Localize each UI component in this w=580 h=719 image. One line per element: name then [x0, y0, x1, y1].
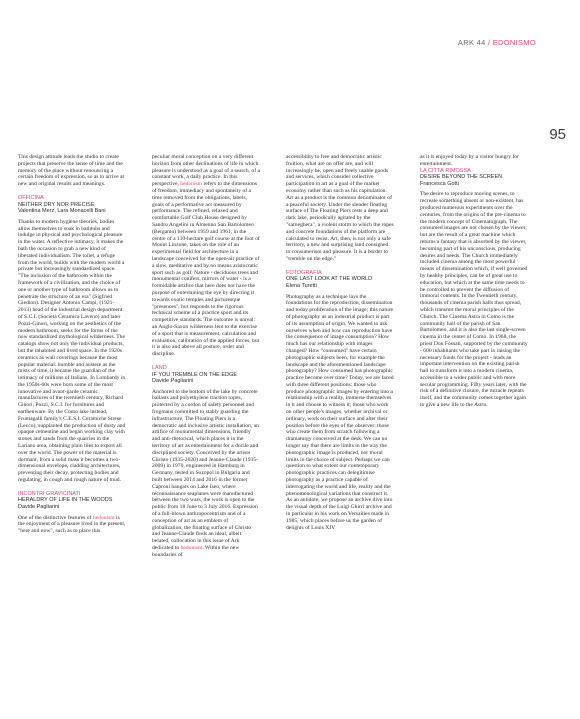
text-column-3 — [286, 154, 394, 531]
article-body: as it is enjoyed today by a visitor hungry for entertainment. — [420, 154, 519, 167]
header-separator: / — [487, 38, 491, 47]
section-tag-fotografia: FOTOGRAFIA — [286, 269, 322, 276]
article-body: accessibility to free and democratic artistic fruition, what are on offer are, and will increasingly be, open and freely usable goods and services, which consider collective participation in art as a goal of the market economy rather than such as his capitulation. Art as a product is the common denominator of a peaceful society. Under the slender floating surface of The Floating Piers rests a deep and dark lake, periodically agitated by the "sarneghera", a violent storm to which the ropes and concrete foundations of the platform are calculated to resist. Art, then, is not only a safe territory, a new and surprising land consigned to consumerism and pleasure. It is a border to "tremble on the edge." — [286, 154, 394, 262]
section-tag-incontri: INCONTRI GRAVICINATI — [18, 490, 81, 497]
article-heading: HERALDRY OF LIFE IN THE WOODS — [18, 497, 113, 504]
text-column-1 — [18, 154, 126, 535]
running-header — [458, 38, 536, 47]
article-heading: DESIRE BEYOND THE SCREEN — [420, 174, 503, 181]
highlight-word: hedonism — [180, 181, 203, 188]
italic-word: Astra — [474, 402, 487, 409]
article-heading: IF YOU TREMBLE ON THE EDGE — [152, 371, 237, 378]
intro-paragraph: This design attitude leads the studio to create projects that preserve the sense of time and the memory of the place without renouncing a certain freedom of expression, so as to arrive at new and original results and meanings. — [18, 154, 125, 188]
section-tag-land: LAND — [152, 364, 167, 371]
highlight-word: hedonism — [92, 514, 115, 521]
magazine-issue: ARK 44 — [457, 38, 486, 47]
article-heading: ONE LAST LOOK AT THE WORLD — [286, 276, 373, 283]
text-column-2 — [152, 154, 260, 559]
article-body: Anchored to the bottom of the lake by concrete ballasts and polyethylene traction ropes, protected by a cordon of safety personnel and frogmans committed to stably guarding the infrastructure, The Floating Piers is a democratic and inclusive artistic installation, an artifice of monumental dimensions, friendly and anti-rhetorical, which places it in the territory of art as entertainment for a docile and disciplined society. Conceived by the artists Christo (1935-2020) and Jeanne-Claude (1935-2009) in 1970, engineered in Hamburg in Germany, tested in Sozopol in Bulgaria and built between 2014 and 2016 in the former Caproni hangars on Lake Iseo, where reconnaissance seaplanes were manufactured between the two wars, the work is open to the public from 18 June to 3 July 2016. Expression of a full-blown anthropocentrism and of a conception of art as an emblem of globalization, the floating surface of Christo and Jeanne-Claude finds an ideal, albeit belated, collocation in this issue of Ark dedicated to hedonism. Within the new boundaries of — [152, 388, 259, 558]
article-body: The desire to reproduce moving scenes, to recreate something absent or non-existent, has produced numerous experiments over the centuries, from the origins of the pre-cinema to the modern concept of Cinematograph. The consumed images are not chosen by the viewer, but are the result of a great machine which returns a fantasy that is absorbed by the viewer, becoming part of his unconscious, producing desires and needs. The Church immediately included cinema among the most powerful means of dissemination which, if well governed by healthy principles, can be of great use to education, but which at the same time needs to be controlled to prevent the diffusion of immoral contents. In the Twentieth century, thousands of cinema parish halls thus spread, which transmit the moral principles of the Church. The Cinema Astra in Como is the community hall of the parish of San Bartolomeo, and it is also the last single-screen cinema in the center of Como. In 1968, the priest Don Fossati, supported by the community - 600 inhabitants who take part in raising the necessary funds for the project - leads an important intervention on the existing parish hall to transform it into a modern cinema, accessible to a wider public and with more secular programming. Fifty years later, with the risk of a definitive closure, the miracle repeats itself, and the community comes together again to give a new life to the Astra. — [420, 191, 528, 409]
article-author: Elena Turetti — [286, 282, 317, 289]
text-column-4 — [420, 154, 528, 409]
article-body: Thanks to modern hygiene theories, bodies allow themselves to soak in bathtubs and indulge in physical and psychological pleasure in the water. A reflective intimacy, it makes the bath the occasion to grab a new kind of liberated individualism. The toilet, a refuge from the world, builds with the modern world a private but increasingly standardized space. "The inclusion of the bathroom within the framework of a civilization, and the choice of one or another type of bathroom allows us to penetrate the structure of an era" (Sigfried Giedion). Designer Antonio Campi, (1921-2013) head of the industrial design department of S.C.I. (Società Ceramica Laveno) and later Pozzi-Ginori, working on the aesthetics of the modern bathroom, seeks for the forms of the now standardized mythological wilderness. The catalogs show not only the individual products, but the inhabited and lived space. In the 1920s ceramics as wall coverings because the most popular material: humble and austere as the mists of time, it became the guardian of the intimacy of millions of Italians. In Lombardy in the 1950s-60s were born some of the most innovative and avant-garde ceramic manufactures of the twentieth century, Richard Ginori, Pozzi, S.C.I. for furnitures and earthenware. By the Como lake instead, Frumagalli family's C.E.S.I. Ceramiche Strese (Lecco), supplanted the production of dusty and opaque cementine and began working clay with stones and sands from the quarries in the Lariano area, obtaining plain tiles to export all over the world. The power of the material is dormant, from a solid mass it becomes a two-dimensional envelope, cladding architectures, preventing their decay, protecting bodies and regulating, in cough and rough nature of mud. — [18, 218, 126, 484]
article-author: Davide Pagliarini — [18, 504, 60, 511]
article-body: peculiar moral conception on a very different horizon from other declinations of life in which pleasure is understood as a goal of a search, of a constant work, a daily practice. In this perspective, hedonism refers to the dimensions of freedom, immediacy and spontaneity of a time removed from the obligations, labels, goals of a performative act measured by performance. The refined, relaxed and comfortable Golf Club House designed by Sandro Angelini in Almenno San Bartolomeo (Bergamo) between 1959 and 1961, in the centre of a 110-hectare golf course at the foot of Mount Linzone, takes on the role of an experimental field for architecture in a landscape conceived for the open-air practice of a slow, meditative and by no means aristocratic sport such as golf. Nature - deciduous trees and monumental conifers, mirrors of water - is a formidable artifice that here does not have the purpose of entertaining the eye by directing it towards exotic temples and picturesque "presences", but responds to the rigorous technical scheme of a practice sport and its competitive standards. The outcome is unreal: an Anglo-Saxon wilderness lent to the exercise of a sport that is measurement, calculation and evaluation, calibration of the applied forces, but it is also and above all posture, order and discipline. — [152, 154, 260, 358]
article-body: Photography as a technique lays the foundations for the reproduction, dissemination and today proliferation of the image; this nature of photography as an industrial product is part of its assumption of origin. We wanted to ask ourselves when and how can reproduction have the consequence of image consumption? How much has our relationship with images changed? How "consumed" have certain photographic subjects been, for example the landscape and the aforementioned landscape photography? How consumed has photographic practice become over time? Today, we are faced with three different positions: those who produce photographic images by entering into a relationship with a reality, immerse themselves in it and choose to witness it; those who work on other people's images, whether archival or ordinary, work on their surface and alter their position before the eyes of the observer; those who create them from scratch following a dramaturgy conceived at the desk. We can no longer say that there are limits in the way the photographic image is produced, nor moral limits in the choice of subject. Perhaps we can question to what extent our contemporary photographic practices can delegitimise photography as a practice capable of interrogating the world and life, reality and the phenomenological variations that construct it. As an antidote, we propose an archive dive into the visual depth of the Luigi Ghirri archive and in particular in his work on Versailles made in 1985, which places before us the garden of delights of Louis XIV — [286, 293, 394, 531]
article-heading: NEITHER DRY NOR PRECISE — [18, 201, 95, 208]
article-body: One of the distinctive features of hedonism is the enjoyment of a pleasure lived in the present, "here and now", such as to place this — [18, 514, 126, 535]
section-tag-citta-rimossa: LA CITTÀ RIMOSSA — [420, 167, 471, 174]
highlight-word: hedonism — [180, 545, 203, 552]
article-author: Valentina Merz, Lara Monacelli Bani — [18, 208, 106, 215]
article-author: Francesca Gotti — [420, 180, 459, 187]
page-number: 95 — [549, 126, 566, 143]
article-author: Davide Pagliarini — [152, 378, 194, 385]
section-name: EDONISMO — [492, 38, 536, 47]
section-tag-officina: OFFICINA — [18, 194, 44, 201]
